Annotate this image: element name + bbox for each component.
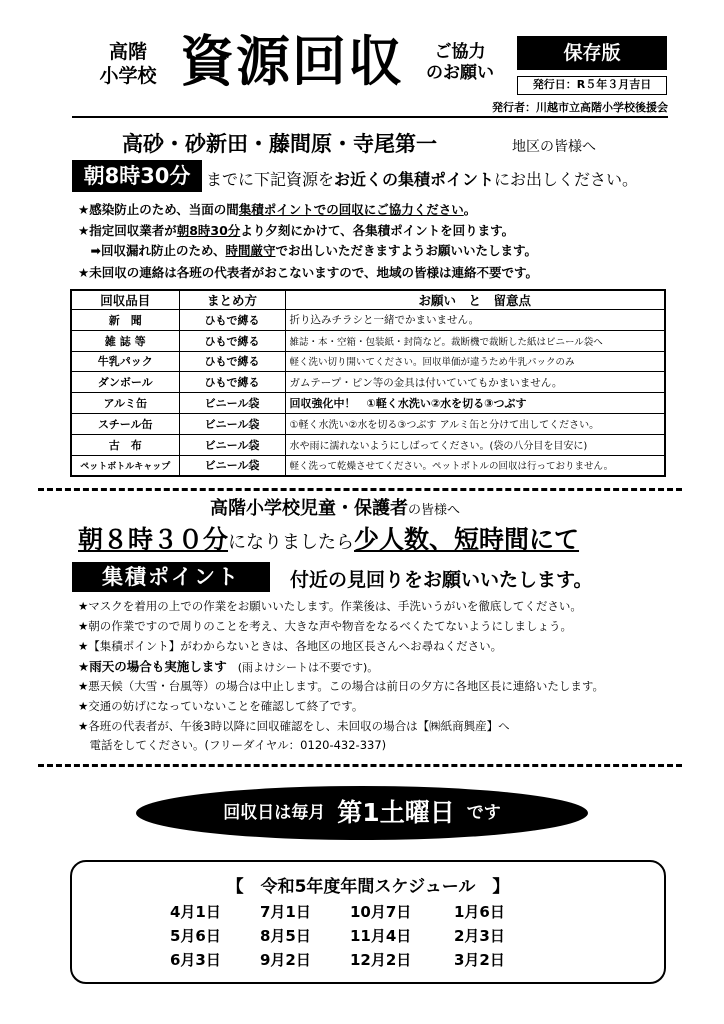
method-cell: ひもで縛る [179, 351, 285, 372]
school-name-line1: 高階 [108, 41, 147, 63]
section-divider [38, 764, 682, 767]
method-cell: ビニール袋 [179, 434, 285, 455]
table-row [71, 310, 665, 331]
schedule-date: 12月2日 [350, 951, 412, 969]
note-underlined: 朝8時30分 [176, 223, 241, 238]
schedule-date: 6月3日 [170, 951, 221, 969]
note-text: ★未回収の連絡は各班の代表者がおこないますので、地域の皆様は連絡不要です。 [78, 265, 538, 280]
guideline-bold: ★雨天の場合も実施します [78, 659, 227, 674]
time-rest-1: までに下記資源を [206, 170, 335, 189]
guideline-8: 電話をしてください。(フリーダイヤル：0120-432-337) [78, 738, 387, 752]
note-text: ★指定回収業者が [78, 223, 177, 238]
guideline-2: ★朝の作業ですので周りのことを考え、大きな声や物音をなるべくたてないようにしましょう。 [78, 619, 572, 633]
time-rest-bold: お近くの集積ポイント [334, 170, 495, 189]
issue-date: 発行日：R５年３月吉日 [517, 76, 667, 95]
note-text: より夕刻にかけて、各集積ポイントを回ります。 [240, 223, 515, 238]
guideline-6: ★交通の妨げになっていないことを確認して終了です。 [78, 699, 364, 713]
item-cell: ペットボトルキャップ [71, 455, 179, 476]
item-cell: 雑 誌 等 [71, 330, 179, 351]
table-row [71, 372, 665, 393]
table-header-row [71, 290, 665, 310]
note-underlined: 集積ポイントでの回収にご協力ください [238, 202, 464, 217]
table-row [71, 434, 665, 455]
greeting-suffix: の皆様へ [408, 503, 461, 518]
publisher: 発行者：川越市立高階小学校後援会 [492, 101, 668, 114]
page-title: 資源回収 [180, 30, 404, 93]
method-cell: ひもで縛る [179, 310, 285, 331]
section-divider [38, 488, 682, 491]
item-cell: アルミ缶 [71, 393, 179, 414]
schedule-date: 8月5日 [260, 927, 311, 945]
guideline-3: ★【集積ポイント】がわからないときは、各地区の地区長さんへお尋ねください。 [78, 639, 503, 653]
header-divider [72, 116, 668, 118]
headline-mid: になりましたら [228, 532, 355, 553]
collection-day-suffix: です [466, 803, 501, 823]
guideline-4 [78, 657, 378, 675]
note-cell: 折り込みチラシと一緒でかまいません。 [285, 310, 665, 331]
method-cell: ビニール袋 [179, 393, 285, 414]
guideline-5: ★悪天候（大雪・台風等）の場合は中止します。この場合は前日の夕方に各地区長に連絡いたします。 [78, 679, 604, 693]
note-text: 。 [463, 202, 477, 217]
greeting-main: 高階小学校児童・保護者 [210, 498, 408, 519]
note-3 [78, 241, 537, 259]
note-cell: 回収強化中！ ①軽く水洗い②水を切る③つぶす [285, 393, 665, 414]
collection-day-prefix: 回収日は毎月 [223, 803, 326, 823]
schedule-date: 10月7日 [350, 903, 412, 921]
section2-headline [78, 520, 579, 556]
note-1 [78, 200, 476, 218]
note-text: でお出しいただきますようお願いいたします。 [275, 243, 538, 258]
table-header: まとめ方 [179, 290, 285, 310]
note-underlined: 時間厳守 [225, 243, 276, 258]
schedule-date: 5月6日 [170, 927, 221, 945]
note-text: ➡回収漏れ防止のため、 [78, 243, 226, 258]
schedule-title: 【 令和5年度年間スケジュール 】 [226, 877, 510, 897]
note-text: ★感染防止のため、当面の間 [78, 202, 239, 217]
section2-greeting [210, 494, 460, 520]
schedule-date: 7月1日 [260, 903, 311, 921]
request-line1: ご協力 [434, 42, 486, 62]
time-instruction [206, 167, 638, 190]
item-cell: ダンボール [71, 372, 179, 393]
headline-time: 朝８時３０分 [78, 525, 229, 554]
schedule-date: 4月1日 [170, 903, 221, 921]
method-cell: ビニール袋 [179, 413, 285, 434]
table-header: 回収品目 [71, 290, 179, 310]
time-rest-2: にお出しください。 [494, 170, 639, 189]
note-cell: 水や雨に濡れないようにしばってください。(袋の八分目を目安に) [285, 434, 665, 455]
schedule-date: 11月4日 [350, 927, 412, 945]
district-suffix: 地区の皆様へ [512, 139, 596, 155]
schedule-date: 3月2日 [454, 951, 505, 969]
item-cell: 古 布 [71, 434, 179, 455]
note-cell: 軽く洗って乾燥させてください。ペットボトルの回収は行っておりません。 [285, 455, 665, 476]
item-cell: 牛乳パック [71, 351, 179, 372]
headline-emphasis: 少人数、短時間にて [354, 525, 580, 554]
table-row [71, 393, 665, 414]
guideline-7: ★各班の代表者が、午後3時以降に回収確認をし、未回収の場合は【㈱紙商興産】へ [78, 719, 510, 733]
schedule-date: 9月2日 [260, 951, 311, 969]
method-cell: ひもで縛る [179, 372, 285, 393]
note-cell: ガムテープ・ピン等の金具は付いていてもかまいません。 [285, 372, 665, 393]
table-row [71, 413, 665, 434]
keep-badge: 保存版 [517, 36, 667, 70]
note-4 [78, 263, 538, 281]
guideline-1: ★マスクを着用の上での作業をお願いいたします。作業後は、手洗いうがいを徹底してください。 [78, 599, 582, 613]
table-row [71, 330, 665, 351]
table-row [71, 455, 665, 476]
school-name-line2: 小学校 [99, 65, 157, 87]
schedule-box [70, 860, 666, 984]
time-box: 朝8時30分 [72, 160, 202, 192]
district-names: 高砂・砂新田・藤間原・寺尾第一 [122, 132, 437, 156]
note-cell: ①軽く水洗い②水を切る③つぶす アルミ缶と分けて出してください。 [285, 413, 665, 434]
note-cell: 雑誌・本・空箱・包装紙・封筒など。裁断機で裁断した紙はビニール袋へ [285, 330, 665, 351]
item-cell: スチール缶 [71, 413, 179, 434]
table-row [71, 351, 665, 372]
school-name [92, 40, 164, 88]
schedule-date: 1月6日 [454, 903, 505, 921]
request-text [418, 42, 502, 84]
note-2 [78, 221, 514, 239]
collection-day-value: 第1土曜日 [337, 798, 455, 827]
guideline-text: (雨よけシートは不要です)。 [226, 661, 379, 674]
schedule-date: 2月3日 [454, 927, 505, 945]
request-line2: のお願い [426, 63, 494, 83]
schedule-grid [170, 902, 544, 970]
collection-day-banner [136, 786, 588, 840]
point-box: 集積ポイント [72, 562, 270, 592]
recycling-table [70, 289, 666, 477]
method-cell: ひもで縛る [179, 330, 285, 351]
note-cell: 軽く洗い切り開いてください。回収単価が違うため牛乳パックのみ [285, 351, 665, 372]
table-header: お願い と 留意点 [285, 290, 665, 310]
point-instruction: 付近の見回りをお願いいたします。 [290, 569, 593, 591]
method-cell: ビニール袋 [179, 455, 285, 476]
item-cell: 新 聞 [71, 310, 179, 331]
